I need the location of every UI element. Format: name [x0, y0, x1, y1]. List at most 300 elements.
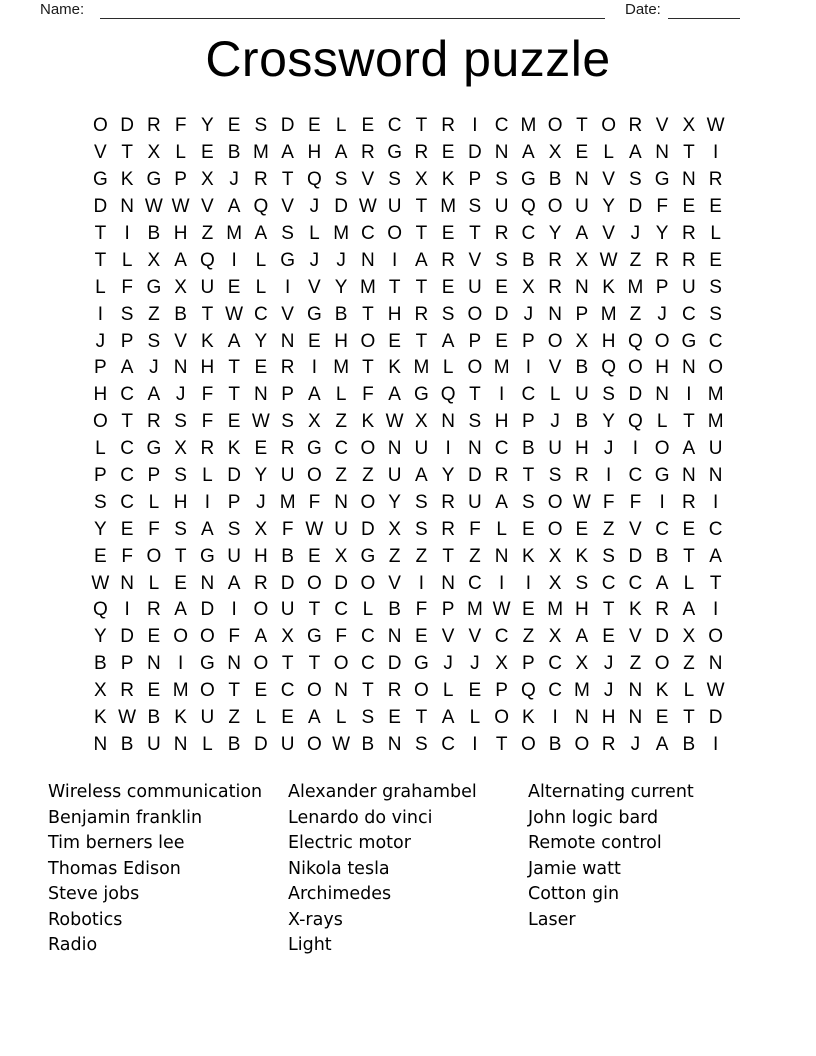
- grid-letter: D: [254, 733, 268, 755]
- grid-letter: Z: [469, 545, 481, 567]
- grid-letter: Y: [655, 223, 669, 244]
- grid-letter: K: [629, 599, 642, 621]
- grid-letter: F: [201, 384, 214, 406]
- grid-letter: D: [280, 572, 295, 594]
- grid-letter: K: [174, 707, 187, 729]
- word-list-item: Steve jobs: [48, 884, 140, 904]
- grid-letter: I: [177, 653, 184, 675]
- grid-letter: V: [281, 303, 294, 325]
- grid-letter: I: [231, 599, 237, 621]
- grid-letter: G: [681, 330, 697, 352]
- grid-letter: L: [121, 249, 133, 271]
- grid-letter: C: [361, 653, 375, 675]
- grid-letter: H: [307, 142, 322, 164]
- grid-letter: N: [254, 384, 268, 406]
- grid-letter: E: [227, 276, 241, 298]
- grid-letter: X: [548, 626, 562, 648]
- grid-letter: W: [706, 115, 725, 137]
- grid-letter: O: [601, 115, 617, 137]
- grid-letter: O: [627, 357, 643, 379]
- grid-letter: O: [520, 733, 536, 755]
- grid-letter: L: [309, 223, 320, 244]
- grid-letter: L: [335, 115, 347, 137]
- word-list-item: Light: [288, 935, 332, 955]
- grid-letter: Q: [199, 249, 215, 271]
- grid-letter: F: [174, 115, 187, 137]
- grid-letter: L: [335, 707, 347, 729]
- grid-letter: M: [333, 223, 350, 244]
- grid-letter: D: [200, 599, 215, 621]
- grid-letter: J: [630, 733, 641, 755]
- grid-letter: R: [655, 599, 669, 621]
- grid-letter: K: [522, 707, 535, 729]
- grid-letter: O: [547, 518, 563, 540]
- grid-letter: W: [171, 196, 190, 218]
- grid-letter: J: [95, 330, 106, 352]
- grid-letter: R: [147, 115, 161, 137]
- grid-letter: T: [121, 142, 133, 164]
- grid-letter: U: [200, 707, 215, 729]
- grid-letter: T: [415, 115, 428, 137]
- grid-letter: H: [387, 303, 402, 325]
- grid-letter: W: [305, 518, 324, 540]
- grid-letter: Y: [441, 465, 455, 487]
- grid-letter: D: [494, 303, 509, 325]
- grid-letter: M: [573, 680, 590, 702]
- grid-letter: O: [92, 411, 108, 433]
- grid-letter: H: [575, 438, 589, 460]
- grid-letter: C: [494, 115, 509, 137]
- grid-letter: D: [628, 384, 643, 406]
- grid-letter: L: [549, 384, 561, 406]
- grid-letter: D: [468, 142, 482, 164]
- grid-letter: M: [493, 357, 510, 379]
- grid-letter: G: [92, 169, 108, 191]
- grid-letter: V: [548, 357, 562, 379]
- grid-letter: X: [575, 249, 589, 271]
- grid-letter: Q: [306, 169, 322, 191]
- grid-letter: E: [468, 680, 482, 702]
- grid-letter: I: [525, 572, 532, 594]
- grid-letter: W: [332, 733, 351, 755]
- grid-letter: B: [548, 733, 562, 755]
- word-list-item: Benjamin franklin: [48, 807, 203, 828]
- grid-letter: C: [521, 223, 536, 244]
- grid-letter: N: [575, 707, 589, 729]
- grid-letter: R: [280, 438, 295, 460]
- grid-letter: Q: [627, 330, 643, 352]
- grid-letter: S: [415, 518, 428, 540]
- grid-letter: I: [659, 491, 665, 513]
- grid-letter: B: [682, 733, 696, 755]
- grid-letter: R: [280, 357, 295, 379]
- grid-letter: S: [174, 465, 187, 487]
- grid-letter: E: [682, 518, 696, 540]
- grid-letter: T: [415, 330, 428, 352]
- grid-letter: S: [94, 491, 107, 513]
- grid-letter: J: [657, 303, 667, 325]
- grid-letter: X: [94, 680, 107, 702]
- grid-letter: R: [494, 223, 509, 244]
- grid-letter: Z: [415, 545, 428, 567]
- grid-letter: F: [656, 196, 668, 218]
- grid-letter: V: [388, 572, 401, 594]
- grid-letter: N: [708, 465, 723, 487]
- grid-letter: A: [147, 384, 161, 406]
- grid-letter: N: [575, 169, 589, 191]
- word-list-item: John logic bard: [528, 807, 659, 828]
- grid-letter: L: [148, 491, 160, 513]
- grid-letter: W: [225, 303, 244, 325]
- grid-letter: W: [572, 491, 591, 513]
- grid-letter: P: [468, 330, 482, 352]
- grid-letter: E: [227, 411, 241, 433]
- grid-letter: X: [254, 518, 268, 540]
- grid-letter: R: [601, 733, 616, 755]
- grid-letter: S: [174, 518, 187, 540]
- grid-letter: H: [93, 384, 108, 406]
- grid-letter: I: [472, 733, 478, 755]
- grid-letter: B: [388, 599, 401, 621]
- grid-letter: D: [655, 626, 669, 648]
- grid-letter: C: [334, 438, 348, 460]
- grid-letter: R: [441, 115, 455, 137]
- grid-letter: S: [709, 303, 722, 325]
- grid-letter: I: [472, 115, 478, 137]
- grid-letter: I: [632, 438, 639, 460]
- grid-letter: X: [174, 438, 187, 460]
- grid-letter: U: [200, 276, 215, 298]
- grid-letter: G: [654, 465, 670, 487]
- grid-letter: U: [575, 196, 589, 218]
- grid-letter: B: [522, 249, 535, 271]
- grid-letter: J: [175, 384, 186, 406]
- grid-letter: N: [120, 572, 134, 594]
- grid-letter: E: [227, 115, 241, 137]
- grid-letter: Z: [335, 411, 347, 433]
- grid-letter: E: [254, 438, 268, 460]
- grid-letter: Z: [683, 653, 695, 675]
- grid-letter: F: [281, 518, 294, 540]
- grid-letter: T: [442, 545, 454, 567]
- grid-letter: Z: [228, 707, 240, 729]
- grid-letter: R: [414, 303, 429, 325]
- grid-letter: H: [334, 330, 348, 352]
- grid-letter: M: [359, 276, 376, 298]
- grid-letter: O: [360, 438, 376, 460]
- grid-letter: M: [520, 115, 537, 137]
- grid-letter: U: [280, 599, 295, 621]
- grid-letter: N: [334, 491, 348, 513]
- grid-letter: J: [443, 653, 453, 675]
- grid-letter: O: [92, 115, 108, 137]
- grid-letter: X: [548, 545, 562, 567]
- grid-letter: B: [227, 733, 241, 755]
- grid-letter: D: [334, 572, 348, 594]
- grid-letter: V: [201, 196, 214, 218]
- grid-letter: Q: [92, 599, 108, 621]
- grid-letter: N: [494, 545, 509, 567]
- grid-letter: N: [93, 733, 108, 755]
- grid-letter: E: [682, 196, 696, 218]
- grid-letter: N: [387, 733, 402, 755]
- grid-letter: H: [200, 357, 215, 379]
- grid-letter: E: [441, 276, 455, 298]
- grid-letter: I: [231, 249, 237, 271]
- grid-letter: A: [575, 223, 589, 244]
- grid-letter: N: [120, 196, 134, 218]
- word-list-item: Robotics: [48, 909, 123, 930]
- grid-letter: C: [120, 438, 134, 460]
- grid-letter: N: [655, 142, 669, 164]
- grid-letter: G: [387, 142, 403, 164]
- grid-letter: I: [712, 491, 719, 513]
- grid-letter: X: [495, 653, 508, 675]
- grid-letter: J: [523, 303, 534, 325]
- grid-letter: U: [387, 465, 402, 487]
- grid-letter: E: [522, 599, 535, 621]
- grid-letter: L: [175, 142, 186, 164]
- grid-letter: V: [174, 330, 187, 352]
- grid-letter: Q: [520, 196, 536, 218]
- grid-letter: W: [118, 707, 137, 729]
- grid-letter: Y: [94, 518, 107, 540]
- grid-letter: A: [415, 249, 428, 271]
- grid-letter: O: [654, 330, 670, 352]
- grid-letter: I: [97, 303, 104, 325]
- word-list-item: Archimedes: [288, 884, 392, 904]
- grid-letter: B: [147, 707, 161, 729]
- grid-letter: O: [306, 572, 322, 594]
- grid-letter: M: [466, 599, 483, 621]
- grid-letter: K: [201, 330, 214, 352]
- grid-letter: I: [525, 357, 532, 379]
- grid-letter: T: [415, 276, 428, 298]
- word-list-item: X-rays: [288, 909, 343, 930]
- grid-letter: P: [468, 169, 482, 191]
- grid-letter: D: [120, 626, 134, 648]
- grid-letter: T: [228, 357, 240, 379]
- grid-letter: D: [628, 545, 643, 567]
- grid-letter: U: [575, 384, 589, 406]
- grid-letter: O: [574, 733, 590, 755]
- grid-letter: S: [227, 518, 241, 540]
- grid-letter: T: [228, 384, 240, 406]
- grid-letter: P: [147, 465, 161, 487]
- grid-letter: Z: [335, 465, 347, 487]
- grid-letter: M: [252, 142, 269, 164]
- grid-letter: B: [94, 653, 107, 675]
- grid-letter: T: [683, 707, 695, 729]
- grid-letter: G: [654, 169, 670, 191]
- grid-letter: N: [441, 572, 455, 594]
- grid-letter: C: [254, 303, 268, 325]
- grid-letter: C: [361, 223, 375, 244]
- grid-letter: T: [362, 357, 374, 379]
- grid-letter: Z: [148, 303, 160, 325]
- grid-letter: L: [469, 707, 481, 729]
- grid-letter: J: [603, 438, 614, 460]
- grid-letter: H: [601, 707, 616, 729]
- grid-letter: X: [147, 142, 161, 164]
- grid-letter: N: [548, 303, 562, 325]
- grid-letter: I: [712, 142, 719, 164]
- grid-letter: F: [362, 384, 374, 406]
- grid-letter: R: [200, 438, 215, 460]
- grid-letter: H: [575, 599, 589, 621]
- grid-letter: R: [682, 249, 696, 271]
- grid-letter: G: [413, 653, 429, 675]
- page-title: Crossword puzzle: [205, 31, 611, 87]
- grid-letter: Y: [602, 196, 615, 218]
- grid-letter: Z: [388, 545, 401, 567]
- grid-letter: F: [228, 626, 240, 648]
- grid-letter: H: [494, 411, 509, 433]
- grid-letter: C: [494, 438, 509, 460]
- grid-letter: R: [254, 169, 268, 191]
- grid-letter: A: [227, 572, 241, 594]
- grid-letter: L: [683, 572, 695, 594]
- grid-letter: E: [709, 249, 722, 271]
- grid-letter: N: [708, 653, 723, 675]
- grid-letter: E: [281, 707, 294, 729]
- grid-letter: O: [654, 653, 670, 675]
- grid-letter: I: [712, 599, 719, 621]
- grid-letter: P: [94, 465, 107, 487]
- grid-letter: I: [498, 384, 505, 406]
- grid-letter: A: [441, 707, 455, 729]
- grid-letter: C: [120, 384, 134, 406]
- grid-letter: F: [148, 518, 160, 540]
- grid-letter: B: [548, 169, 562, 191]
- grid-letter: D: [387, 653, 402, 675]
- grid-letter: O: [494, 707, 510, 729]
- grid-letter: T: [415, 223, 428, 244]
- date-label: Date:: [625, 1, 661, 18]
- grid-letter: F: [629, 491, 642, 513]
- grid-letter: R: [147, 411, 161, 433]
- grid-letter: F: [415, 599, 428, 621]
- grid-letter: N: [200, 572, 215, 594]
- grid-letter: Y: [602, 411, 615, 433]
- grid-letter: X: [201, 169, 214, 191]
- grid-letter: H: [601, 330, 616, 352]
- grid-letter: T: [94, 249, 107, 271]
- grid-letter: I: [311, 357, 318, 379]
- grid-letter: P: [174, 169, 187, 191]
- grid-letter: T: [174, 545, 187, 567]
- grid-letter: V: [602, 223, 615, 244]
- grid-letter: J: [336, 249, 346, 271]
- grid-letter: T: [683, 545, 695, 567]
- grid-letter: N: [173, 733, 188, 755]
- grid-letter: G: [146, 169, 162, 191]
- word-list-column: [48, 780, 262, 959]
- grid-letter: U: [334, 518, 348, 540]
- grid-letter: Y: [201, 115, 214, 137]
- grid-letter: D: [120, 115, 134, 137]
- grid-letter: G: [199, 545, 215, 567]
- grid-letter: L: [496, 518, 507, 540]
- grid-letter: Q: [253, 196, 269, 218]
- grid-letter: A: [415, 465, 428, 487]
- grid-letter: O: [708, 357, 724, 379]
- grid-letter: N: [628, 680, 643, 702]
- grid-letter: X: [415, 411, 428, 433]
- grid-letter: Z: [602, 518, 615, 540]
- grid-letter: E: [308, 115, 321, 137]
- grid-letter: S: [254, 115, 268, 137]
- grid-letter: I: [418, 572, 425, 594]
- grid-letter: E: [120, 518, 134, 540]
- grid-letter: S: [602, 384, 615, 406]
- grid-letter: O: [306, 733, 322, 755]
- grid-letter: X: [575, 653, 589, 675]
- grid-letter: L: [442, 680, 454, 702]
- grid-letter: O: [467, 357, 483, 379]
- grid-letter: B: [174, 303, 187, 325]
- grid-letter: W: [492, 599, 511, 621]
- grid-letter: E: [254, 680, 268, 702]
- grid-letter: G: [146, 438, 162, 460]
- grid-letter: V: [441, 626, 455, 648]
- grid-letter: X: [308, 411, 321, 433]
- grid-letter: O: [306, 680, 322, 702]
- grid-letter: N: [441, 411, 455, 433]
- grid-letter: S: [575, 572, 589, 594]
- grid-letter: T: [415, 707, 428, 729]
- grid-letter: T: [522, 465, 535, 487]
- grid-letter: M: [707, 411, 724, 433]
- grid-letter: S: [522, 491, 535, 513]
- grid-letter: J: [470, 653, 480, 675]
- grid-letter: L: [255, 276, 267, 298]
- grid-letter: W: [706, 680, 725, 702]
- grid-letter: N: [468, 438, 482, 460]
- grid-letter: P: [522, 653, 535, 675]
- grid-letter: R: [682, 223, 696, 244]
- grid-letter: P: [655, 276, 669, 298]
- grid-letter: L: [255, 707, 267, 729]
- grid-letter: W: [358, 196, 377, 218]
- grid-letter: L: [202, 465, 213, 487]
- grid-letter: I: [124, 599, 130, 621]
- word-list-item: Remote control: [528, 833, 662, 853]
- grid-letter: V: [468, 249, 482, 271]
- grid-letter: M: [627, 276, 644, 298]
- word-list-item: Lenardo do vinci: [288, 807, 433, 828]
- grid-letter: Z: [201, 223, 214, 244]
- grid-letter: M: [172, 680, 189, 702]
- grid-letter: U: [414, 438, 429, 460]
- grid-letter: B: [361, 733, 375, 755]
- grid-letter: R: [120, 680, 134, 702]
- grid-letter: O: [360, 572, 376, 594]
- grid-letter: E: [388, 330, 401, 352]
- grid-letter: J: [229, 169, 239, 191]
- grid-letter: B: [147, 223, 161, 244]
- grid-letter: U: [227, 545, 241, 567]
- grid-letter: N: [280, 330, 295, 352]
- grid-letter: X: [575, 330, 589, 352]
- grid-letter: V: [629, 626, 642, 648]
- grid-letter: Q: [520, 680, 536, 702]
- grid-letter: O: [199, 680, 215, 702]
- grid-letter: Z: [629, 249, 642, 271]
- grid-letter: N: [387, 438, 402, 460]
- grid-letter: A: [174, 249, 187, 271]
- grid-letter: J: [256, 491, 266, 513]
